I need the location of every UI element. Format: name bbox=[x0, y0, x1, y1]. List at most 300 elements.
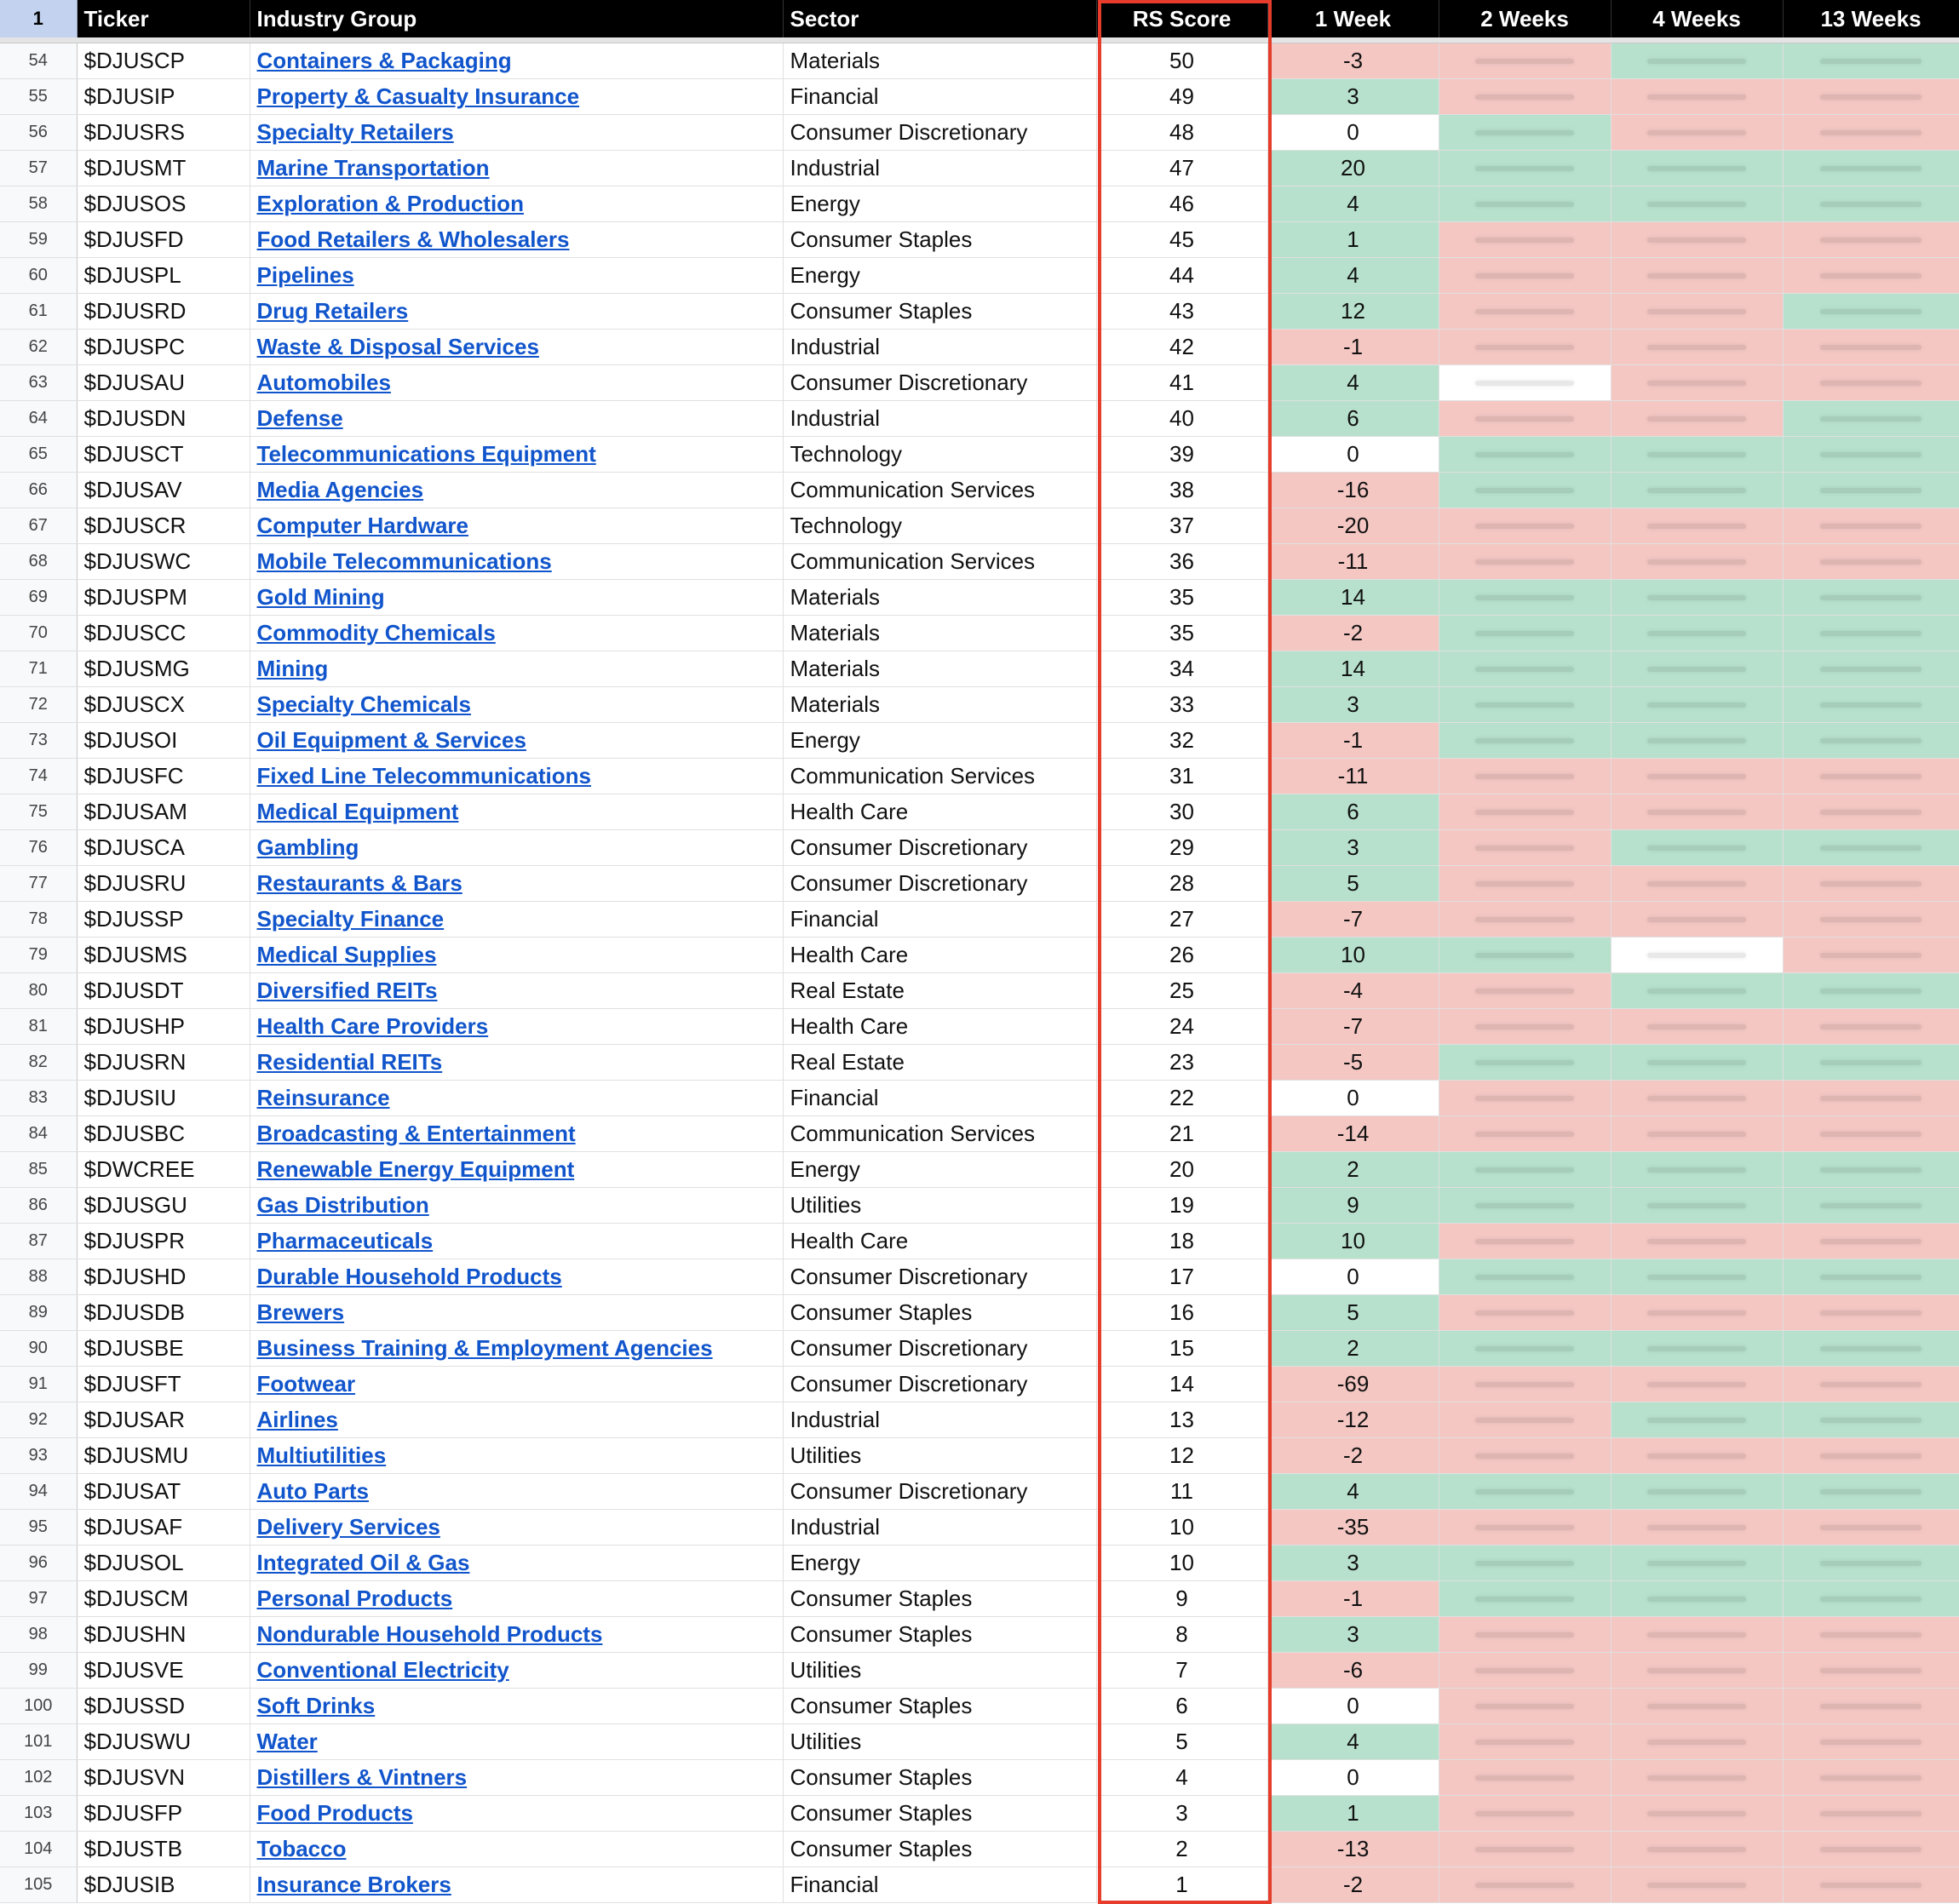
week1-change-cell[interactable]: 3 bbox=[1267, 1546, 1439, 1581]
rs-score-cell[interactable]: 18 bbox=[1096, 1224, 1267, 1259]
ticker-cell[interactable]: $DJUSDT bbox=[77, 973, 250, 1009]
ticker-cell[interactable]: $DJUSPM bbox=[77, 580, 250, 616]
ticker-cell[interactable]: $DJUSVN bbox=[77, 1760, 250, 1796]
industry-group-link[interactable]: Personal Products bbox=[250, 1581, 783, 1617]
sector-cell[interactable]: Energy bbox=[783, 258, 1096, 294]
rs-score-cell[interactable]: 46 bbox=[1096, 186, 1267, 222]
weeks4-change-cell[interactable] bbox=[1611, 1295, 1783, 1331]
industry-group-link[interactable]: Auto Parts bbox=[250, 1474, 783, 1510]
row-number[interactable]: 87 bbox=[0, 1224, 77, 1259]
sector-cell[interactable]: Industrial bbox=[783, 1402, 1096, 1438]
ticker-cell[interactable]: $DJUSCX bbox=[77, 687, 250, 723]
rs-score-cell[interactable]: 13 bbox=[1096, 1402, 1267, 1438]
weeks2-change-cell[interactable] bbox=[1439, 544, 1611, 580]
industry-group-link[interactable]: Diversified REITs bbox=[250, 973, 783, 1009]
weeks4-change-cell[interactable] bbox=[1611, 759, 1783, 794]
weeks4-change-cell[interactable] bbox=[1611, 1152, 1783, 1188]
week1-change-cell[interactable]: -1 bbox=[1267, 1581, 1439, 1617]
week1-change-cell[interactable]: -4 bbox=[1267, 973, 1439, 1009]
industry-group-link[interactable]: Property & Casualty Insurance bbox=[250, 79, 783, 115]
industry-group-link[interactable]: Renewable Energy Equipment bbox=[250, 1152, 783, 1188]
weeks13-change-cell[interactable] bbox=[1783, 1546, 1959, 1581]
weeks2-change-cell[interactable] bbox=[1439, 1295, 1611, 1331]
rs-score-cell[interactable]: 7 bbox=[1096, 1653, 1267, 1689]
weeks13-change-cell[interactable] bbox=[1783, 616, 1959, 651]
rs-score-cell[interactable]: 31 bbox=[1096, 759, 1267, 794]
sector-cell[interactable]: Communication Services bbox=[783, 759, 1096, 794]
weeks4-change-cell[interactable] bbox=[1611, 437, 1783, 473]
weeks4-change-cell[interactable] bbox=[1611, 1259, 1783, 1295]
industry-group-link[interactable]: Distillers & Vintners bbox=[250, 1760, 783, 1796]
weeks13-change-cell[interactable] bbox=[1783, 1009, 1959, 1045]
rs-score-cell[interactable]: 22 bbox=[1096, 1081, 1267, 1116]
weeks13-change-cell[interactable] bbox=[1783, 1152, 1959, 1188]
week1-change-cell[interactable]: 2 bbox=[1267, 1152, 1439, 1188]
weeks2-change-cell[interactable] bbox=[1439, 651, 1611, 687]
row-number[interactable]: 62 bbox=[0, 330, 77, 365]
weeks4-change-cell[interactable] bbox=[1611, 365, 1783, 401]
weeks13-change-cell[interactable] bbox=[1783, 830, 1959, 866]
weeks4-change-cell[interactable] bbox=[1611, 43, 1783, 79]
row-number[interactable]: 69 bbox=[0, 580, 77, 616]
rs-score-cell[interactable]: 27 bbox=[1096, 902, 1267, 938]
weeks13-change-cell[interactable] bbox=[1783, 687, 1959, 723]
row-number[interactable]: 79 bbox=[0, 938, 77, 973]
ticker-cell[interactable]: $DJUSGU bbox=[77, 1188, 250, 1224]
week1-change-cell[interactable]: -2 bbox=[1267, 616, 1439, 651]
weeks2-change-cell[interactable] bbox=[1439, 902, 1611, 938]
row-number[interactable]: 70 bbox=[0, 616, 77, 651]
rs-score-cell[interactable]: 16 bbox=[1096, 1295, 1267, 1331]
row-number[interactable]: 96 bbox=[0, 1546, 77, 1581]
sector-cell[interactable]: Utilities bbox=[783, 1438, 1096, 1474]
week1-change-cell[interactable]: 6 bbox=[1267, 401, 1439, 437]
week1-change-cell[interactable]: -11 bbox=[1267, 759, 1439, 794]
sector-cell[interactable]: Communication Services bbox=[783, 544, 1096, 580]
industry-group-link[interactable]: Commodity Chemicals bbox=[250, 616, 783, 651]
weeks2-change-cell[interactable] bbox=[1439, 973, 1611, 1009]
industry-group-link[interactable]: Footwear bbox=[250, 1367, 783, 1402]
ticker-cell[interactable]: $DJUSDB bbox=[77, 1295, 250, 1331]
week1-change-cell[interactable]: -13 bbox=[1267, 1832, 1439, 1867]
rs-score-cell[interactable]: 48 bbox=[1096, 115, 1267, 151]
ticker-cell[interactable]: $DJUSOI bbox=[77, 723, 250, 759]
ticker-cell[interactable]: $DJUSTB bbox=[77, 1832, 250, 1867]
weeks13-change-cell[interactable] bbox=[1783, 544, 1959, 580]
weeks2-change-cell[interactable] bbox=[1439, 1546, 1611, 1581]
weeks13-change-cell[interactable] bbox=[1783, 759, 1959, 794]
weeks2-change-cell[interactable] bbox=[1439, 115, 1611, 151]
week1-change-cell[interactable]: -11 bbox=[1267, 544, 1439, 580]
industry-group-link[interactable]: Durable Household Products bbox=[250, 1259, 783, 1295]
weeks13-change-cell[interactable] bbox=[1783, 1689, 1959, 1724]
sector-cell[interactable]: Industrial bbox=[783, 151, 1096, 186]
weeks4-change-cell[interactable] bbox=[1611, 1045, 1783, 1081]
week1-change-cell[interactable]: 0 bbox=[1267, 1760, 1439, 1796]
sector-cell[interactable]: Consumer Discretionary bbox=[783, 866, 1096, 902]
rs-score-cell[interactable]: 30 bbox=[1096, 794, 1267, 830]
industry-group-link[interactable]: Pipelines bbox=[250, 258, 783, 294]
ticker-cell[interactable]: $DJUSAU bbox=[77, 365, 250, 401]
week1-change-cell[interactable]: 4 bbox=[1267, 186, 1439, 222]
weeks4-change-cell[interactable] bbox=[1611, 1689, 1783, 1724]
rs-score-cell[interactable]: 35 bbox=[1096, 580, 1267, 616]
weeks4-change-cell[interactable] bbox=[1611, 794, 1783, 830]
row-number[interactable]: 64 bbox=[0, 401, 77, 437]
ticker-cell[interactable]: $DJUSWC bbox=[77, 544, 250, 580]
industry-group-link[interactable]: Automobiles bbox=[250, 365, 783, 401]
rs-score-cell[interactable]: 10 bbox=[1096, 1510, 1267, 1546]
rs-score-cell[interactable]: 3 bbox=[1096, 1796, 1267, 1832]
weeks13-change-cell[interactable] bbox=[1783, 1474, 1959, 1510]
row-number[interactable]: 104 bbox=[0, 1832, 77, 1867]
weeks4-change-cell[interactable] bbox=[1611, 1474, 1783, 1510]
row-number[interactable]: 77 bbox=[0, 866, 77, 902]
week1-change-cell[interactable]: 4 bbox=[1267, 365, 1439, 401]
sector-cell[interactable]: Consumer Discretionary bbox=[783, 1331, 1096, 1367]
weeks4-change-cell[interactable] bbox=[1611, 580, 1783, 616]
ticker-cell[interactable]: $DJUSRD bbox=[77, 294, 250, 330]
week1-change-cell[interactable]: 3 bbox=[1267, 687, 1439, 723]
ticker-cell[interactable]: $DJUSRS bbox=[77, 115, 250, 151]
ticker-cell[interactable]: $DJUSMG bbox=[77, 651, 250, 687]
row-number[interactable]: 101 bbox=[0, 1724, 77, 1760]
weeks13-change-cell[interactable] bbox=[1783, 508, 1959, 544]
sector-cell[interactable]: Financial bbox=[783, 1081, 1096, 1116]
weeks4-change-cell[interactable] bbox=[1611, 401, 1783, 437]
weeks4-change-cell[interactable] bbox=[1611, 330, 1783, 365]
industry-group-link[interactable]: Fixed Line Telecommunications bbox=[250, 759, 783, 794]
weeks2-change-cell[interactable] bbox=[1439, 1581, 1611, 1617]
weeks2-change-cell[interactable] bbox=[1439, 616, 1611, 651]
weeks2-change-cell[interactable] bbox=[1439, 1689, 1611, 1724]
weeks13-change-cell[interactable] bbox=[1783, 1617, 1959, 1653]
weeks2-change-cell[interactable] bbox=[1439, 365, 1611, 401]
weeks13-change-cell[interactable] bbox=[1783, 222, 1959, 258]
row-number[interactable]: 76 bbox=[0, 830, 77, 866]
weeks4-change-cell[interactable] bbox=[1611, 651, 1783, 687]
rs-score-cell[interactable]: 33 bbox=[1096, 687, 1267, 723]
rs-score-cell[interactable]: 15 bbox=[1096, 1331, 1267, 1367]
week1-change-cell[interactable]: 4 bbox=[1267, 1474, 1439, 1510]
rs-score-cell[interactable]: 32 bbox=[1096, 723, 1267, 759]
rs-score-cell[interactable]: 47 bbox=[1096, 151, 1267, 186]
weeks13-change-cell[interactable] bbox=[1783, 1653, 1959, 1689]
week1-change-cell[interactable]: 1 bbox=[1267, 1796, 1439, 1832]
column-header-sector[interactable]: Sector bbox=[783, 0, 1096, 37]
week1-change-cell[interactable]: -1 bbox=[1267, 330, 1439, 365]
ticker-cell[interactable]: $DJUSMS bbox=[77, 938, 250, 973]
ticker-cell[interactable]: $DWCREE bbox=[77, 1152, 250, 1188]
ticker-cell[interactable]: $DJUSVE bbox=[77, 1653, 250, 1689]
industry-group-link[interactable]: Marine Transportation bbox=[250, 151, 783, 186]
row-number[interactable]: 56 bbox=[0, 115, 77, 151]
industry-group-link[interactable]: Media Agencies bbox=[250, 473, 783, 508]
industry-group-link[interactable]: Oil Equipment & Services bbox=[250, 723, 783, 759]
industry-group-link[interactable]: Food Products bbox=[250, 1796, 783, 1832]
ticker-cell[interactable]: $DJUSAT bbox=[77, 1474, 250, 1510]
sector-cell[interactable]: Financial bbox=[783, 1867, 1096, 1903]
weeks2-change-cell[interactable] bbox=[1439, 687, 1611, 723]
ticker-cell[interactable]: $DJUSPC bbox=[77, 330, 250, 365]
row-number[interactable]: 60 bbox=[0, 258, 77, 294]
row-number[interactable]: 105 bbox=[0, 1867, 77, 1903]
rs-score-cell[interactable]: 35 bbox=[1096, 616, 1267, 651]
weeks4-change-cell[interactable] bbox=[1611, 115, 1783, 151]
weeks13-change-cell[interactable] bbox=[1783, 186, 1959, 222]
row-number[interactable]: 82 bbox=[0, 1045, 77, 1081]
ticker-cell[interactable]: $DJUSRN bbox=[77, 1045, 250, 1081]
week1-change-cell[interactable]: -35 bbox=[1267, 1510, 1439, 1546]
industry-group-link[interactable]: Specialty Finance bbox=[250, 902, 783, 938]
ticker-cell[interactable]: $DJUSSP bbox=[77, 902, 250, 938]
sector-cell[interactable]: Consumer Discretionary bbox=[783, 1367, 1096, 1402]
weeks13-change-cell[interactable] bbox=[1783, 365, 1959, 401]
ticker-cell[interactable]: $DJUSSD bbox=[77, 1689, 250, 1724]
weeks2-change-cell[interactable] bbox=[1439, 794, 1611, 830]
sector-cell[interactable]: Communication Services bbox=[783, 473, 1096, 508]
sector-cell[interactable]: Consumer Staples bbox=[783, 1760, 1096, 1796]
weeks4-change-cell[interactable] bbox=[1611, 1081, 1783, 1116]
weeks13-change-cell[interactable] bbox=[1783, 1402, 1959, 1438]
week1-change-cell[interactable]: -7 bbox=[1267, 902, 1439, 938]
industry-group-link[interactable]: Water bbox=[250, 1724, 783, 1760]
rs-score-cell[interactable]: 10 bbox=[1096, 1546, 1267, 1581]
weeks4-change-cell[interactable] bbox=[1611, 1510, 1783, 1546]
industry-group-link[interactable]: Containers & Packaging bbox=[250, 43, 783, 79]
weeks4-change-cell[interactable] bbox=[1611, 616, 1783, 651]
ticker-cell[interactable]: $DJUSAV bbox=[77, 473, 250, 508]
week1-change-cell[interactable]: 4 bbox=[1267, 258, 1439, 294]
weeks2-change-cell[interactable] bbox=[1439, 1224, 1611, 1259]
row-header-number[interactable]: 1 bbox=[0, 0, 77, 37]
weeks2-change-cell[interactable] bbox=[1439, 294, 1611, 330]
row-number[interactable]: 81 bbox=[0, 1009, 77, 1045]
week1-change-cell[interactable]: -12 bbox=[1267, 1402, 1439, 1438]
rs-score-cell[interactable]: 37 bbox=[1096, 508, 1267, 544]
industry-group-link[interactable]: Defense bbox=[250, 401, 783, 437]
rs-score-cell[interactable]: 20 bbox=[1096, 1152, 1267, 1188]
weeks13-change-cell[interactable] bbox=[1783, 1188, 1959, 1224]
sector-cell[interactable]: Utilities bbox=[783, 1724, 1096, 1760]
sector-cell[interactable]: Consumer Discretionary bbox=[783, 830, 1096, 866]
ticker-cell[interactable]: $DJUSAM bbox=[77, 794, 250, 830]
rs-score-cell[interactable]: 6 bbox=[1096, 1689, 1267, 1724]
rs-score-cell[interactable]: 9 bbox=[1096, 1581, 1267, 1617]
week1-change-cell[interactable]: -7 bbox=[1267, 1009, 1439, 1045]
industry-group-link[interactable]: Health Care Providers bbox=[250, 1009, 783, 1045]
week1-change-cell[interactable]: -3 bbox=[1267, 43, 1439, 79]
industry-group-link[interactable]: Waste & Disposal Services bbox=[250, 330, 783, 365]
ticker-cell[interactable]: $DJUSAR bbox=[77, 1402, 250, 1438]
row-number[interactable]: 88 bbox=[0, 1259, 77, 1295]
weeks2-change-cell[interactable] bbox=[1439, 1474, 1611, 1510]
ticker-cell[interactable]: $DJUSMT bbox=[77, 151, 250, 186]
industry-group-link[interactable]: Gambling bbox=[250, 830, 783, 866]
industry-group-link[interactable]: Pharmaceuticals bbox=[250, 1224, 783, 1259]
weeks4-change-cell[interactable] bbox=[1611, 1402, 1783, 1438]
sector-cell[interactable]: Utilities bbox=[783, 1653, 1096, 1689]
ticker-cell[interactable]: $DJUSIP bbox=[77, 79, 250, 115]
rs-score-cell[interactable]: 4 bbox=[1096, 1760, 1267, 1796]
industry-group-link[interactable]: Exploration & Production bbox=[250, 186, 783, 222]
weeks4-change-cell[interactable] bbox=[1611, 1331, 1783, 1367]
weeks13-change-cell[interactable] bbox=[1783, 115, 1959, 151]
industry-group-link[interactable]: Airlines bbox=[250, 1402, 783, 1438]
weeks4-change-cell[interactable] bbox=[1611, 508, 1783, 544]
row-number[interactable]: 55 bbox=[0, 79, 77, 115]
week1-change-cell[interactable]: 0 bbox=[1267, 1689, 1439, 1724]
weeks13-change-cell[interactable] bbox=[1783, 794, 1959, 830]
row-number[interactable]: 66 bbox=[0, 473, 77, 508]
week1-change-cell[interactable]: 10 bbox=[1267, 1224, 1439, 1259]
weeks13-change-cell[interactable] bbox=[1783, 473, 1959, 508]
industry-group-link[interactable]: Broadcasting & Entertainment bbox=[250, 1116, 783, 1152]
ticker-cell[interactable]: $DJUSPR bbox=[77, 1224, 250, 1259]
weeks2-change-cell[interactable] bbox=[1439, 1796, 1611, 1832]
sector-cell[interactable]: Real Estate bbox=[783, 973, 1096, 1009]
ticker-cell[interactable]: $DJUSBE bbox=[77, 1331, 250, 1367]
week1-change-cell[interactable]: 1 bbox=[1267, 222, 1439, 258]
weeks4-change-cell[interactable] bbox=[1611, 294, 1783, 330]
sector-cell[interactable]: Financial bbox=[783, 902, 1096, 938]
weeks4-change-cell[interactable] bbox=[1611, 79, 1783, 115]
industry-group-link[interactable]: Mobile Telecommunications bbox=[250, 544, 783, 580]
ticker-cell[interactable]: $DJUSIB bbox=[77, 1867, 250, 1903]
ticker-cell[interactable]: $DJUSBC bbox=[77, 1116, 250, 1152]
row-number[interactable]: 72 bbox=[0, 687, 77, 723]
week1-change-cell[interactable]: -2 bbox=[1267, 1867, 1439, 1903]
ticker-cell[interactable]: $DJUSOL bbox=[77, 1546, 250, 1581]
weeks4-change-cell[interactable] bbox=[1611, 830, 1783, 866]
weeks2-change-cell[interactable] bbox=[1439, 258, 1611, 294]
weeks2-change-cell[interactable] bbox=[1439, 1331, 1611, 1367]
weeks4-change-cell[interactable] bbox=[1611, 1617, 1783, 1653]
weeks4-change-cell[interactable] bbox=[1611, 1438, 1783, 1474]
weeks2-change-cell[interactable] bbox=[1439, 79, 1611, 115]
week1-change-cell[interactable]: 14 bbox=[1267, 580, 1439, 616]
weeks4-change-cell[interactable] bbox=[1611, 866, 1783, 902]
week1-change-cell[interactable]: 9 bbox=[1267, 1188, 1439, 1224]
weeks13-change-cell[interactable] bbox=[1783, 330, 1959, 365]
industry-group-link[interactable]: Tobacco bbox=[250, 1832, 783, 1867]
weeks4-change-cell[interactable] bbox=[1611, 687, 1783, 723]
week1-change-cell[interactable]: 3 bbox=[1267, 1617, 1439, 1653]
industry-group-link[interactable]: Business Training & Employment Agencies bbox=[250, 1331, 783, 1367]
weeks13-change-cell[interactable] bbox=[1783, 938, 1959, 973]
row-number[interactable]: 91 bbox=[0, 1367, 77, 1402]
weeks2-change-cell[interactable] bbox=[1439, 1116, 1611, 1152]
industry-group-link[interactable]: Conventional Electricity bbox=[250, 1653, 783, 1689]
sector-cell[interactable]: Health Care bbox=[783, 1224, 1096, 1259]
sector-cell[interactable]: Energy bbox=[783, 1546, 1096, 1581]
weeks2-change-cell[interactable] bbox=[1439, 1653, 1611, 1689]
ticker-cell[interactable]: $DJUSOS bbox=[77, 186, 250, 222]
row-number[interactable]: 92 bbox=[0, 1402, 77, 1438]
rs-score-cell[interactable]: 21 bbox=[1096, 1116, 1267, 1152]
rs-score-cell[interactable]: 39 bbox=[1096, 437, 1267, 473]
weeks13-change-cell[interactable] bbox=[1783, 866, 1959, 902]
weeks13-change-cell[interactable] bbox=[1783, 1224, 1959, 1259]
weeks2-change-cell[interactable] bbox=[1439, 1402, 1611, 1438]
row-number[interactable]: 100 bbox=[0, 1689, 77, 1724]
industry-group-link[interactable]: Brewers bbox=[250, 1295, 783, 1331]
row-number[interactable]: 84 bbox=[0, 1116, 77, 1152]
column-header-industry-group[interactable]: Industry Group bbox=[250, 0, 783, 37]
row-number[interactable]: 83 bbox=[0, 1081, 77, 1116]
column-header-4-weeks[interactable]: 4 Weeks bbox=[1611, 0, 1783, 37]
rs-score-cell[interactable]: 49 bbox=[1096, 79, 1267, 115]
row-number[interactable]: 94 bbox=[0, 1474, 77, 1510]
ticker-cell[interactable]: $DJUSCA bbox=[77, 830, 250, 866]
weeks2-change-cell[interactable] bbox=[1439, 508, 1611, 544]
weeks13-change-cell[interactable] bbox=[1783, 973, 1959, 1009]
week1-change-cell[interactable]: 5 bbox=[1267, 866, 1439, 902]
industry-group-link[interactable]: Reinsurance bbox=[250, 1081, 783, 1116]
weeks4-change-cell[interactable] bbox=[1611, 1832, 1783, 1867]
weeks2-change-cell[interactable] bbox=[1439, 43, 1611, 79]
weeks13-change-cell[interactable] bbox=[1783, 1832, 1959, 1867]
industry-group-link[interactable]: Telecommunications Equipment bbox=[250, 437, 783, 473]
row-number[interactable]: 99 bbox=[0, 1653, 77, 1689]
row-number[interactable]: 57 bbox=[0, 151, 77, 186]
weeks2-change-cell[interactable] bbox=[1439, 330, 1611, 365]
rs-score-cell[interactable]: 23 bbox=[1096, 1045, 1267, 1081]
rs-score-cell[interactable]: 42 bbox=[1096, 330, 1267, 365]
weeks13-change-cell[interactable] bbox=[1783, 1438, 1959, 1474]
ticker-cell[interactable]: $DJUSHD bbox=[77, 1259, 250, 1295]
week1-change-cell[interactable]: 6 bbox=[1267, 794, 1439, 830]
weeks4-change-cell[interactable] bbox=[1611, 1188, 1783, 1224]
weeks13-change-cell[interactable] bbox=[1783, 1259, 1959, 1295]
rs-score-cell[interactable]: 11 bbox=[1096, 1474, 1267, 1510]
industry-group-link[interactable]: Food Retailers & Wholesalers bbox=[250, 222, 783, 258]
ticker-cell[interactable]: $DJUSCM bbox=[77, 1581, 250, 1617]
weeks4-change-cell[interactable] bbox=[1611, 1581, 1783, 1617]
week1-change-cell[interactable]: -20 bbox=[1267, 508, 1439, 544]
week1-change-cell[interactable]: 0 bbox=[1267, 1259, 1439, 1295]
industry-group-link[interactable]: Computer Hardware bbox=[250, 508, 783, 544]
rs-score-cell[interactable]: 44 bbox=[1096, 258, 1267, 294]
weeks2-change-cell[interactable] bbox=[1439, 1510, 1611, 1546]
weeks2-change-cell[interactable] bbox=[1439, 1617, 1611, 1653]
weeks2-change-cell[interactable] bbox=[1439, 1259, 1611, 1295]
weeks13-change-cell[interactable] bbox=[1783, 1510, 1959, 1546]
weeks13-change-cell[interactable] bbox=[1783, 1367, 1959, 1402]
ticker-cell[interactable]: $DJUSMU bbox=[77, 1438, 250, 1474]
row-number[interactable]: 74 bbox=[0, 759, 77, 794]
row-number[interactable]: 85 bbox=[0, 1152, 77, 1188]
week1-change-cell[interactable]: 3 bbox=[1267, 830, 1439, 866]
row-number[interactable]: 73 bbox=[0, 723, 77, 759]
ticker-cell[interactable]: $DJUSFC bbox=[77, 759, 250, 794]
row-number[interactable]: 54 bbox=[0, 43, 77, 79]
rs-score-cell[interactable]: 19 bbox=[1096, 1188, 1267, 1224]
row-number[interactable]: 58 bbox=[0, 186, 77, 222]
sector-cell[interactable]: Communication Services bbox=[783, 1116, 1096, 1152]
rs-score-cell[interactable]: 24 bbox=[1096, 1009, 1267, 1045]
weeks2-change-cell[interactable] bbox=[1439, 723, 1611, 759]
rs-score-cell[interactable]: 28 bbox=[1096, 866, 1267, 902]
industry-group-link[interactable]: Medical Supplies bbox=[250, 938, 783, 973]
sector-cell[interactable]: Industrial bbox=[783, 330, 1096, 365]
weeks13-change-cell[interactable] bbox=[1783, 1581, 1959, 1617]
row-number[interactable]: 95 bbox=[0, 1510, 77, 1546]
weeks2-change-cell[interactable] bbox=[1439, 1009, 1611, 1045]
sector-cell[interactable]: Utilities bbox=[783, 1188, 1096, 1224]
industry-group-link[interactable]: Restaurants & Bars bbox=[250, 866, 783, 902]
industry-group-link[interactable]: Mining bbox=[250, 651, 783, 687]
